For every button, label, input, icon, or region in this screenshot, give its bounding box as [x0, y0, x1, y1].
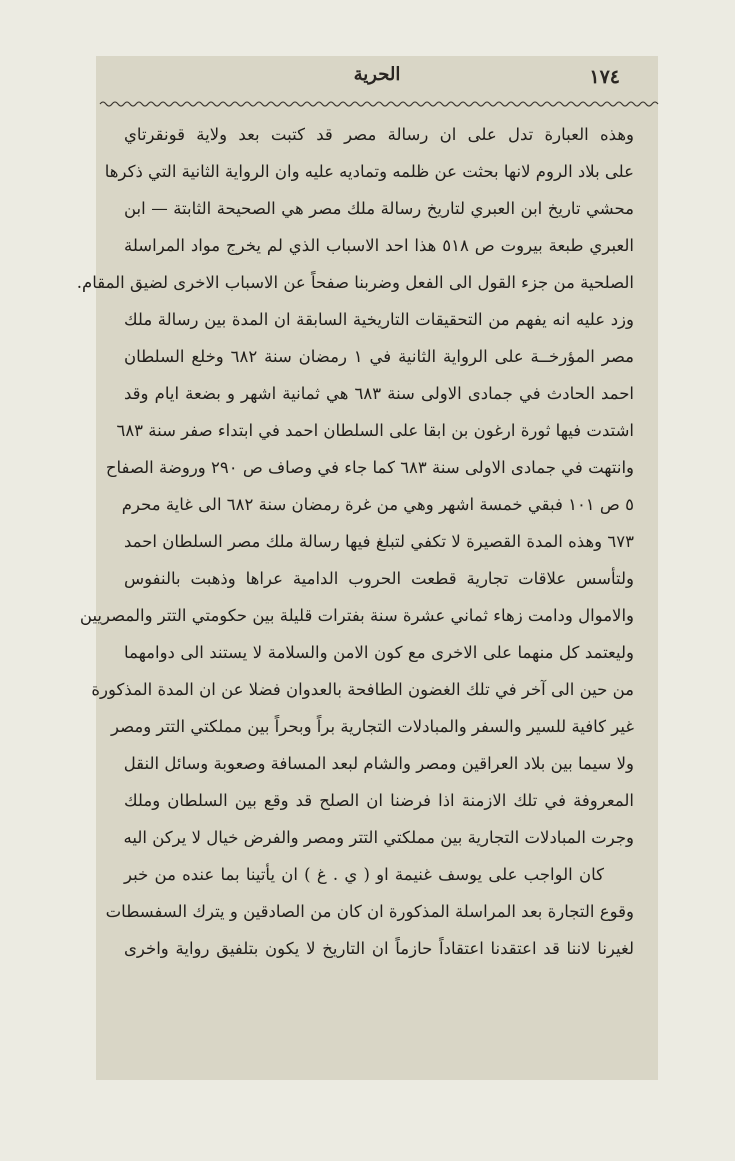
- scanned-page: [76, 56, 658, 1080]
- text-line-9: اشتدت فيها ثورة ارغون بن ابقا على السلطان احمد في ابتداء صفر سنة ٦٨٣: [116, 421, 634, 440]
- text-line-16: من حين الى آخر في تلك الغضون الطافحة بالعدوان فضلا عن ان المدة المذكورة: [91, 680, 634, 699]
- text-line-17: غير كافية للسير والسفر والمبادلات التجارية براً وبحراً بين مملكتي التتر ومصر: [110, 717, 634, 736]
- text-line-10: وانتهت في جمادى الاولى سنة ٦٨٣ كما جاء في وصاف ص ٢٩٠ وروضة الصفاح: [105, 458, 634, 477]
- running-title: الحرية: [353, 64, 401, 85]
- text-line-4: العبري طبعة بيروت ص ٥١٨ هذا احد الاسباب الذي لم يخرج مواد المراسلة: [124, 236, 634, 255]
- text-line-14: والاموال ودامت زهاء ثماني عشرة سنة بفترات قليلة بين حكومتي التتر والمصريين: [79, 606, 634, 625]
- text-line-19: المعروفة في تلك الازمنة اذا فرضنا ان الصلح قد وقع بين السلطان وملك: [124, 791, 634, 810]
- page-number: ١٧٤: [589, 66, 620, 88]
- text-line-3: محشي تاريخ ابن العبري لتاريخ رسالة ملك مصر هي الصحيحة الثابتة — ابن: [124, 199, 634, 218]
- text-line-21: كان الواجب على يوسف غنيمة او ( ي . غ ) ان يأتينا بما عنده من خبر: [124, 865, 604, 884]
- text-line-11: ٥ ص ١٠١ فبقي خمسة اشهر وهي من غرة رمضان سنة ٦٨٢ الى غاية محرم: [121, 495, 634, 514]
- text-line-20: وجرت المبادلات التجارية بين مملكتي التتر ومصر والفرض خيال لا يركن اليه: [123, 828, 634, 847]
- text-line-12: ٦٧٣ وهذه المدة القصيرة لا تكفي لتبلغ فيها رسالة ملك مصر السلطان احمد: [124, 532, 634, 551]
- text-line-22: وقوع التجارة بعد المراسلة المذكورة ان كان من الصادقين و يترك السفسطات: [105, 902, 634, 921]
- text-line-1: وهذه العبارة تدل على ان رسالة مصر قد كتبت بعد ولاية قونقرتاي: [124, 125, 634, 144]
- body-text: [76, 116, 634, 967]
- text-line-6: وزد عليه انه يفهم من التحقيقات التاريخية السابقة ان المدة بين رسالة ملك: [124, 310, 634, 329]
- text-line-2: على بلاد الروم لانها بحثت عن ظلمه وتماديه عليه وان الرواية الثانية التي ذكرها: [104, 162, 634, 181]
- text-line-23: لغيرنا لاننا قد اعتقدنا اعتقاداً حازماً ان التاريخ لا يكون بتلفيق رواية واخرى: [124, 939, 634, 958]
- text-line-18: ولا سيما بين بلاد العراقين ومصر والشام لبعد المسافة وصعوبة وسائل النقل: [123, 754, 634, 773]
- text-line-13: ولتأسس علاقات تجارية قطعت الحروب الدامية عراها وذهبت بالنفوس: [124, 569, 634, 588]
- header-wavy-rule: [100, 100, 654, 108]
- page-header: [96, 60, 658, 96]
- text-line-8: احمد الحادث في جمادى الاولى سنة ٦٨٣ هي ثمانية اشهر و بضعة ايام وقد: [124, 384, 634, 403]
- text-line-15: وليعتمد كل منهما على الاخرى مع كون الامن والسلامة لا يستند الى دوامهما: [124, 643, 634, 662]
- text-line-7: مصر المؤرخــة على الرواية الثانية في ١ رمضان سنة ٦٨٢ وخلع السلطان: [124, 347, 634, 366]
- text-line-5: الصلحية من جزء القول الى الفعل وضربنا صفحاً عن الاسباب الاخرى لضيق المقام.: [76, 273, 634, 292]
